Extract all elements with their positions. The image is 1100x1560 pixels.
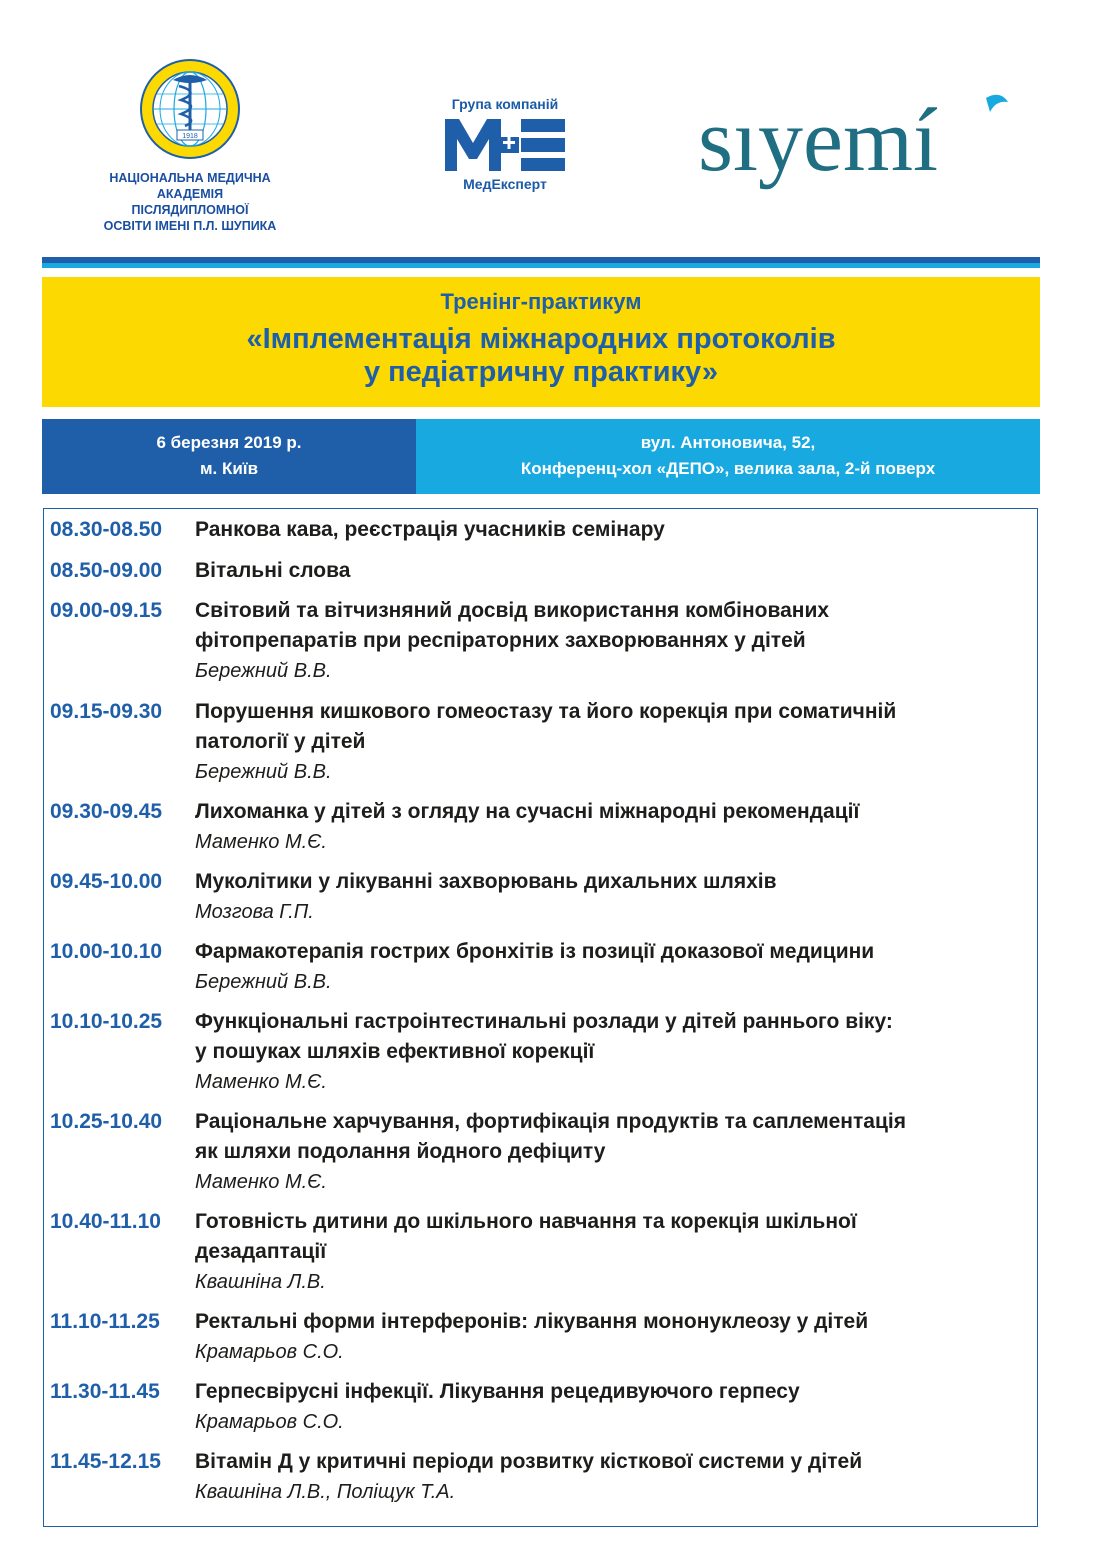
event-title-line: «Імплементація міжнародних протоколів	[246, 323, 836, 355]
program-topic	[195, 867, 1025, 927]
event-type: Тренінг-практикум	[440, 289, 642, 314]
program-topic	[195, 596, 1025, 686]
program-topic-line: Функціональні гастроінтестинальні розлади у дітей раннього віку:	[195, 1010, 893, 1033]
program-topic-line: Готовність дитини до шкільного навчання та корекція шкільної	[195, 1210, 857, 1233]
program-topic-line: дезадаптації	[195, 1240, 327, 1263]
program-topic-line: фітопрепаратів при респіраторних захворюваннях у дітей	[195, 629, 806, 652]
program-topic-line: як шляхи подолання йодного дефіциту	[195, 1140, 606, 1163]
event-title	[42, 323, 1040, 389]
siyemi-logo	[694, 88, 1014, 198]
venue-block	[416, 419, 1040, 494]
program-speaker: Крамарьов С.О.	[195, 1341, 344, 1363]
program-time: 11.30-11.45	[50, 1380, 160, 1403]
program-topic	[195, 1307, 1025, 1367]
siyemi-wordmark: sıyemí	[698, 91, 938, 190]
medexpert-caption-bottom: МедЕксперт	[463, 176, 547, 192]
program-topic-line: Раціональне харчування, фортифікація продуктів та саплементація	[195, 1110, 906, 1133]
medexpert-logo	[434, 96, 576, 192]
academy-name-line: АКАДЕМІЯ	[156, 187, 224, 201]
program-speaker: Крамарьов С.О.	[195, 1411, 344, 1433]
academy-seal-icon	[139, 58, 241, 160]
program-time: 09.30-09.45	[50, 800, 163, 823]
venue-name: Конференц-хол «ДЕПО», велика зала, 2-й поверх	[520, 459, 936, 478]
academy-logo	[90, 58, 290, 234]
program-time: 09.45-10.00	[50, 870, 163, 893]
program-topic	[195, 515, 1025, 545]
program-topic-line: Ректальні форми інтерферонів: лікування мононуклеозу у дітей	[195, 1310, 869, 1333]
program-time: 10.40-11.10	[50, 1210, 161, 1233]
program-schedule	[43, 508, 1038, 1527]
program-time: 10.10-10.25	[50, 1010, 163, 1033]
program-topic-line: Порушення кишкового гомеостазу та його корекція при соматичній	[195, 700, 897, 723]
program-speaker: Маменко М.Є.	[195, 831, 327, 853]
program-topic-line: Герпесвірусні інфекції. Лікування рецедивуючого герпесу	[195, 1380, 800, 1403]
seal-year: 1918	[182, 133, 198, 140]
academy-name-line: ОСВІТИ ІМЕНІ П.Л. ШУПИКА	[103, 219, 277, 233]
program-topic	[195, 1207, 1025, 1297]
venue-address: вул. Антоновича, 52,	[640, 433, 816, 452]
program-time: 09.00-09.15	[50, 599, 163, 622]
siyemi-leaf-icon	[986, 95, 1008, 112]
program-topic-line: Вітальні слова	[195, 559, 351, 582]
program-speaker: Бережний В.В.	[195, 761, 332, 783]
program-topic-line: у пошуках шляхів ефективної корекції	[195, 1040, 595, 1063]
academy-name-line: ПІСЛЯДИПЛОМНОЇ	[131, 203, 249, 217]
program-topic-line: Лихоманка у дітей з огляду на сучасні міжнародні рекомендації	[195, 800, 860, 823]
program-topic-line: Ранкова кава, реєстрація учасників семінару	[195, 518, 665, 541]
program-time: 09.15-09.30	[50, 700, 163, 723]
program-speaker: Маменко М.Є.	[195, 1071, 327, 1093]
program-time: 10.25-10.40	[50, 1110, 163, 1133]
header-stripe-light	[42, 263, 1040, 268]
program-topic	[195, 1377, 1025, 1437]
program-topic	[195, 1447, 1025, 1507]
program-speaker: Маменко М.Є.	[195, 1171, 327, 1193]
program-topic	[195, 697, 1025, 787]
program-time: 11.45-12.15	[50, 1450, 161, 1473]
program-topic	[195, 797, 1025, 857]
academy-name	[90, 170, 290, 234]
date-location-block	[42, 419, 416, 494]
title-banner	[42, 277, 1040, 407]
program-topic-line: Муколітики у лікуванні захворювань дихальних шляхів	[195, 870, 777, 893]
program-topic	[195, 937, 1025, 997]
medexpert-caption-top: Група компаній	[451, 96, 559, 112]
program-topic-line: Вітамін Д у критичні періоди розвитку кісткової системи у дітей	[195, 1450, 863, 1473]
program-time: 08.50-09.00	[50, 559, 163, 582]
program-topic-line: патології у дітей	[195, 730, 366, 753]
program-topic-line: Фармакотерапія гострих бронхітів із позиції доказової медицини	[195, 940, 875, 963]
program-topic	[195, 1107, 1025, 1197]
program-time: 10.00-10.10	[50, 940, 163, 963]
program-topic-line: Світовий та вітчизняний досвід використання комбінованих	[195, 599, 830, 622]
program-topic	[195, 556, 1025, 586]
program-topic	[195, 1007, 1025, 1097]
program-speaker: Бережний В.В.	[195, 660, 332, 682]
program-speaker: Мозгова Г.П.	[195, 901, 314, 923]
program-speaker: Квашніна Л.В., Поліщук Т.А.	[195, 1481, 456, 1503]
event-date: 6 березня 2019 р.	[156, 433, 302, 452]
program-time: 08.30-08.50	[50, 518, 163, 541]
medexpert-mark-icon	[443, 117, 567, 173]
program-speaker: Квашніна Л.В.	[195, 1271, 326, 1293]
program-speaker: Бережний В.В.	[195, 971, 332, 993]
event-city: м. Київ	[199, 459, 259, 478]
program-time: 11.10-11.25	[50, 1310, 160, 1333]
academy-name-line: НАЦІОНАЛЬНА МЕДИЧНА	[109, 171, 271, 185]
event-title-line: у педіатричну практику»	[363, 356, 719, 388]
